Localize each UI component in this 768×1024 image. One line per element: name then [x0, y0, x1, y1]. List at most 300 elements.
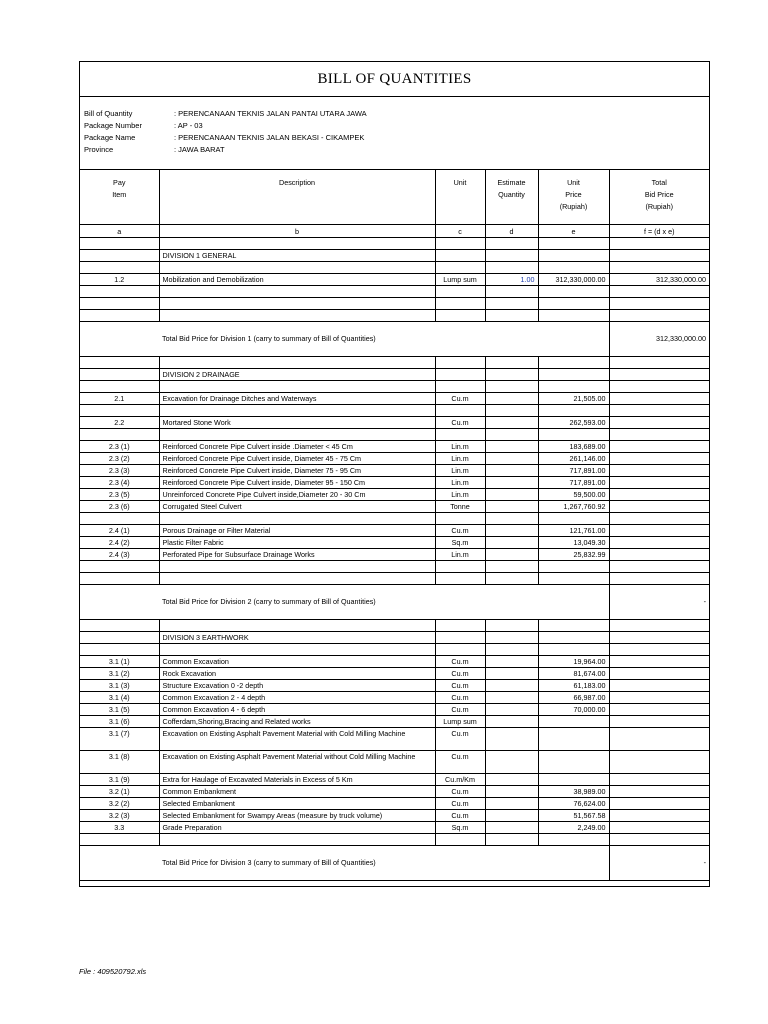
unit-price-cell[interactable] [538, 716, 609, 728]
file-footer: File : 409520792.xls [79, 967, 147, 976]
total-price-cell[interactable] [609, 728, 709, 751]
total-price-cell[interactable] [609, 716, 709, 728]
empty-cell[interactable] [485, 513, 538, 525]
unit-price-cell[interactable]: 312,330,000.00 [538, 274, 609, 286]
unit-price-cell[interactable]: 81,674.00 [538, 668, 609, 680]
empty-cell[interactable] [538, 644, 609, 656]
empty-cell[interactable] [485, 429, 538, 441]
description-cell[interactable]: Excavation on Existing Asphalt Pavement Material without Cold Milling Machine [159, 751, 435, 774]
division-total-row [80, 322, 709, 357]
empty-cell[interactable] [80, 620, 159, 632]
unit-cell[interactable]: Cu.m [435, 692, 485, 704]
blank-row [80, 834, 709, 846]
pay-item-cell[interactable]: 3.1 (6) [80, 716, 159, 728]
quantity-cell[interactable] [485, 453, 538, 465]
quantity-cell[interactable] [485, 549, 538, 561]
unit-price-cell[interactable]: 261,146.00 [538, 453, 609, 465]
empty-cell[interactable] [435, 573, 485, 585]
empty-cell[interactable] [609, 561, 709, 573]
empty-cell[interactable] [435, 262, 485, 274]
unit-price-cell[interactable] [538, 774, 609, 786]
total-price-cell[interactable] [609, 525, 709, 537]
total-price-cell[interactable] [609, 537, 709, 549]
unit-price-cell[interactable]: 183,689.00 [538, 441, 609, 453]
empty-cell[interactable] [159, 620, 435, 632]
pay-item-cell[interactable]: 3.2 (2) [80, 798, 159, 810]
unit-cell[interactable] [435, 369, 485, 381]
pay-item-cell[interactable]: 2.1 [80, 393, 159, 405]
pay-item-cell[interactable]: 2.3 (4) [80, 477, 159, 489]
pay-item-cell[interactable]: 2.3 (5) [80, 489, 159, 501]
empty-cell[interactable] [159, 381, 435, 393]
pay-item-cell[interactable] [80, 369, 159, 381]
blank-row [80, 310, 709, 322]
pay-item-cell[interactable]: 2.4 (2) [80, 537, 159, 549]
description-cell[interactable]: Excavation for Drainage Ditches and Waterways [159, 393, 435, 405]
empty-cell[interactable] [609, 405, 709, 417]
empty-cell[interactable] [609, 620, 709, 632]
table-row [80, 274, 709, 286]
description-cell[interactable]: Corrugated Steel Culvert [159, 501, 435, 513]
empty-cell[interactable] [80, 238, 159, 250]
empty-cell[interactable] [435, 405, 485, 417]
description-cell[interactable]: Reinforced Concrete Pipe Culvert inside, Diameter 75 - 95 Cm [159, 465, 435, 477]
empty-cell[interactable] [80, 298, 159, 310]
total-price-cell[interactable] [609, 250, 709, 262]
info-label: Package Name [84, 133, 136, 142]
unit-cell[interactable]: Lin.m [435, 441, 485, 453]
empty-cell[interactable] [609, 238, 709, 250]
empty-cell[interactable] [159, 310, 435, 322]
empty-cell[interactable] [80, 513, 159, 525]
description-cell[interactable]: Extra for Haulage of Excavated Materials in Excess of 5 Km [159, 774, 435, 786]
empty-cell[interactable] [485, 644, 538, 656]
unit-price-cell[interactable] [538, 751, 609, 774]
description-cell[interactable]: Common Excavation 4 - 6 depth [159, 704, 435, 716]
boq-table [80, 169, 709, 881]
empty-cell[interactable] [159, 834, 435, 846]
total-price-cell[interactable] [609, 704, 709, 716]
pay-item-cell[interactable]: 2.3 (2) [80, 453, 159, 465]
empty-cell[interactable] [435, 357, 485, 369]
unit-price-cell[interactable] [538, 728, 609, 751]
unit-cell[interactable]: Cu.m/Km [435, 774, 485, 786]
table-row [80, 822, 709, 834]
unit-price-cell[interactable]: 717,891.00 [538, 465, 609, 477]
empty-cell[interactable] [80, 310, 159, 322]
quantity-cell[interactable] [485, 250, 538, 262]
unit-cell[interactable]: Lin.m [435, 549, 485, 561]
unit-cell[interactable]: Cu.m [435, 525, 485, 537]
unit-price-cell[interactable]: 59,500.00 [538, 489, 609, 501]
table-row [80, 716, 709, 728]
empty-cell[interactable] [609, 262, 709, 274]
unit-price-cell[interactable]: 2,249.00 [538, 822, 609, 834]
total-price-cell[interactable] [609, 453, 709, 465]
description-cell[interactable]: Common Excavation [159, 656, 435, 668]
empty-cell[interactable] [80, 262, 159, 274]
unit-price-cell[interactable]: 262,593.00 [538, 417, 609, 429]
unit-price-cell[interactable] [538, 250, 609, 262]
unit-cell[interactable]: Cu.m [435, 798, 485, 810]
empty-cell[interactable] [435, 381, 485, 393]
blank-row [80, 286, 709, 298]
empty-cell[interactable] [435, 310, 485, 322]
empty-cell[interactable] [159, 429, 435, 441]
total-price-cell[interactable] [609, 417, 709, 429]
description-cell[interactable]: Selected Embankment [159, 798, 435, 810]
pay-item-cell[interactable]: 3.1 (4) [80, 692, 159, 704]
description-cell[interactable]: DIVISION 2 DRAINAGE [159, 369, 435, 381]
empty-cell[interactable] [80, 644, 159, 656]
empty-cell[interactable] [538, 561, 609, 573]
table-row [80, 680, 709, 692]
empty-cell[interactable] [538, 286, 609, 298]
unit-price-cell[interactable]: 13,049.30 [538, 537, 609, 549]
pay-item-cell[interactable]: 3.1 (9) [80, 774, 159, 786]
description-cell[interactable]: Structure Excavation 0 -2 depth [159, 680, 435, 692]
unit-cell[interactable]: Lump sum [435, 274, 485, 286]
unit-cell[interactable]: Lin.m [435, 477, 485, 489]
info-label: Package Number [84, 121, 142, 130]
total-bid-price[interactable]: 312,330,000.00 [609, 322, 709, 357]
empty-cell[interactable] [485, 405, 538, 417]
quantity-cell[interactable] [485, 798, 538, 810]
empty-cell[interactable] [485, 238, 538, 250]
quantity-cell[interactable] [485, 668, 538, 680]
empty-cell[interactable] [538, 405, 609, 417]
unit-cell[interactable]: Cu.m [435, 656, 485, 668]
empty-cell[interactable] [159, 644, 435, 656]
total-price-cell[interactable] [609, 549, 709, 561]
total-price-cell[interactable] [609, 477, 709, 489]
empty-cell[interactable] [609, 834, 709, 846]
total-price-cell[interactable] [609, 465, 709, 477]
empty-cell[interactable] [485, 310, 538, 322]
quantity-cell[interactable] [485, 537, 538, 549]
empty-cell[interactable] [80, 286, 159, 298]
total-price-cell[interactable] [609, 810, 709, 822]
total-bid-price[interactable]: - [609, 846, 709, 881]
empty-cell[interactable] [538, 310, 609, 322]
unit-price-cell[interactable]: 76,624.00 [538, 798, 609, 810]
pay-item-cell[interactable]: 3.1 (3) [80, 680, 159, 692]
quantity-cell[interactable] [485, 441, 538, 453]
empty-cell[interactable] [159, 573, 435, 585]
pay-item-cell[interactable]: 3.2 (1) [80, 786, 159, 798]
blank-row [80, 405, 709, 417]
unit-price-cell[interactable] [538, 369, 609, 381]
empty-cell[interactable] [159, 286, 435, 298]
quantity-cell[interactable] [485, 786, 538, 798]
empty-cell[interactable] [435, 238, 485, 250]
description-cell[interactable]: Porous Drainage or Filter Material [159, 525, 435, 537]
pay-item-cell[interactable]: 3.1 (7) [80, 728, 159, 751]
pay-item-cell[interactable]: 1.2 [80, 274, 159, 286]
empty-cell[interactable] [435, 834, 485, 846]
description-cell[interactable]: Excavation on Existing Asphalt Pavement Material with Cold Milling Machine [159, 728, 435, 751]
quantity-cell[interactable] [485, 680, 538, 692]
pay-item-cell[interactable]: 3.2 (3) [80, 810, 159, 822]
pay-item-cell[interactable]: 3.1 (1) [80, 656, 159, 668]
table-row [80, 250, 709, 262]
total-price-cell[interactable]: 312,330,000.00 [609, 274, 709, 286]
total-description[interactable]: Total Bid Price for Division 2 (carry to summary of Bill of Quantities) [159, 585, 609, 620]
blank-row [80, 644, 709, 656]
empty-cell[interactable] [159, 298, 435, 310]
empty-cell[interactable] [609, 381, 709, 393]
empty-cell[interactable] [485, 561, 538, 573]
empty-cell[interactable] [538, 834, 609, 846]
blank-row [80, 381, 709, 393]
empty-cell[interactable] [159, 238, 435, 250]
division-total-row [80, 585, 709, 620]
blank-row [80, 429, 709, 441]
empty-cell[interactable] [538, 573, 609, 585]
description-cell[interactable]: Mobilization and Demobilization [159, 274, 435, 286]
quantity-cell[interactable] [485, 822, 538, 834]
empty-cell[interactable] [80, 357, 159, 369]
unit-cell[interactable]: Cu.m [435, 810, 485, 822]
empty-cell[interactable] [485, 573, 538, 585]
empty-cell[interactable] [609, 357, 709, 369]
empty-cell[interactable] [485, 357, 538, 369]
empty-cell[interactable] [435, 561, 485, 573]
empty-cell[interactable] [538, 381, 609, 393]
description-cell[interactable]: Rock Excavation [159, 668, 435, 680]
unit-price-cell[interactable] [538, 632, 609, 644]
empty-cell[interactable] [159, 513, 435, 525]
quantity-cell[interactable] [485, 501, 538, 513]
pay-item-cell[interactable]: 3.3 [80, 822, 159, 834]
quantity-cell[interactable] [485, 656, 538, 668]
pay-item-cell[interactable]: 2.4 (3) [80, 549, 159, 561]
unit-price-cell[interactable]: 1,267,760.92 [538, 501, 609, 513]
quantity-cell[interactable] [485, 393, 538, 405]
unit-cell[interactable]: Tonne [435, 501, 485, 513]
total-price-cell[interactable] [609, 786, 709, 798]
empty-cell[interactable] [485, 286, 538, 298]
division-total-row [80, 846, 709, 881]
quantity-cell[interactable] [485, 477, 538, 489]
unit-cell[interactable]: Lin.m [435, 453, 485, 465]
table-row [80, 453, 709, 465]
description-cell[interactable]: Perforated Pipe for Subsurface Drainage Works [159, 549, 435, 561]
unit-cell[interactable] [435, 632, 485, 644]
unit-price-cell[interactable]: 717,891.00 [538, 477, 609, 489]
unit-price-cell[interactable]: 21,505.00 [538, 393, 609, 405]
table-row [80, 751, 709, 774]
description-cell[interactable]: Reinforced Concrete Pipe Culvert inside, Diameter 45 - 75 Cm [159, 453, 435, 465]
pay-item-cell[interactable]: 3.1 (5) [80, 704, 159, 716]
description-cell[interactable]: Plastic Filter Fabric [159, 537, 435, 549]
total-price-cell[interactable] [609, 489, 709, 501]
quantity-cell[interactable] [485, 692, 538, 704]
total-bid-price[interactable]: - [609, 585, 709, 620]
empty-cell[interactable] [609, 310, 709, 322]
total-price-cell[interactable] [609, 680, 709, 692]
empty-cell[interactable] [80, 846, 159, 881]
total-description[interactable]: Total Bid Price for Division 1 (carry to summary of Bill of Quantities) [159, 322, 609, 357]
pay-item-cell[interactable]: 2.4 (1) [80, 525, 159, 537]
total-price-cell[interactable] [609, 656, 709, 668]
unit-price-cell[interactable]: 70,000.00 [538, 704, 609, 716]
empty-cell[interactable] [80, 585, 159, 620]
empty-cell[interactable] [159, 561, 435, 573]
empty-cell[interactable] [538, 357, 609, 369]
description-cell[interactable]: Cofferdam,Shoring,Bracing and Related works [159, 716, 435, 728]
quantity-cell[interactable] [485, 810, 538, 822]
package-info [80, 96, 709, 170]
unit-price-cell[interactable]: 121,761.00 [538, 525, 609, 537]
empty-cell[interactable] [435, 513, 485, 525]
empty-cell[interactable] [485, 620, 538, 632]
description-cell[interactable]: Common Excavation 2 - 4 depth [159, 692, 435, 704]
pay-item-cell[interactable] [80, 250, 159, 262]
empty-cell[interactable] [538, 238, 609, 250]
table-row [80, 632, 709, 644]
table-row [80, 704, 709, 716]
unit-price-cell[interactable]: 38,989.00 [538, 786, 609, 798]
empty-cell[interactable] [435, 298, 485, 310]
unit-cell[interactable]: Sq.m [435, 537, 485, 549]
empty-cell[interactable] [538, 620, 609, 632]
blank-row [80, 262, 709, 274]
unit-cell[interactable]: Cu.m [435, 668, 485, 680]
empty-cell[interactable] [485, 262, 538, 274]
total-price-cell[interactable] [609, 501, 709, 513]
empty-cell[interactable] [485, 298, 538, 310]
table-row [80, 537, 709, 549]
quantity-cell[interactable] [485, 704, 538, 716]
unit-cell[interactable]: Cu.m [435, 728, 485, 751]
empty-cell[interactable] [80, 561, 159, 573]
pay-item-cell[interactable]: 2.2 [80, 417, 159, 429]
empty-cell[interactable] [435, 620, 485, 632]
unit-price-cell[interactable]: 66,987.00 [538, 692, 609, 704]
description-cell[interactable]: Grade Preparation [159, 822, 435, 834]
empty-cell[interactable] [80, 381, 159, 393]
description-cell[interactable]: DIVISION 3 EARTHWORK [159, 632, 435, 644]
empty-cell[interactable] [538, 513, 609, 525]
description-cell[interactable]: Unreinforced Concrete Pipe Culvert inside,Diameter 20 - 30 Cm [159, 489, 435, 501]
total-price-cell[interactable] [609, 441, 709, 453]
table-row [80, 810, 709, 822]
empty-cell[interactable] [80, 573, 159, 585]
total-price-cell[interactable] [609, 751, 709, 774]
unit-price-cell[interactable]: 61,183.00 [538, 680, 609, 692]
empty-cell[interactable] [609, 573, 709, 585]
total-price-cell[interactable] [609, 393, 709, 405]
unit-price-cell[interactable]: 25,832.99 [538, 549, 609, 561]
description-cell[interactable]: Mortared Stone Work [159, 417, 435, 429]
total-price-cell[interactable] [609, 774, 709, 786]
pay-item-cell[interactable]: 2.3 (1) [80, 441, 159, 453]
unit-cell[interactable]: Lin.m [435, 489, 485, 501]
quantity-cell[interactable] [485, 489, 538, 501]
unit-cell[interactable]: Cu.m [435, 704, 485, 716]
pay-item-cell[interactable] [80, 632, 159, 644]
empty-cell[interactable] [485, 381, 538, 393]
empty-cell[interactable] [538, 262, 609, 274]
empty-cell[interactable] [159, 262, 435, 274]
quantity-cell[interactable] [485, 369, 538, 381]
unit-cell[interactable] [435, 250, 485, 262]
total-price-cell[interactable] [609, 692, 709, 704]
total-price-cell[interactable] [609, 632, 709, 644]
empty-cell[interactable] [485, 834, 538, 846]
empty-cell[interactable] [538, 298, 609, 310]
unit-cell[interactable]: Sq.m [435, 822, 485, 834]
total-price-cell[interactable] [609, 369, 709, 381]
empty-cell[interactable] [538, 429, 609, 441]
empty-cell[interactable] [609, 513, 709, 525]
column-key: a [80, 225, 159, 238]
unit-cell[interactable]: Cu.m [435, 751, 485, 774]
unit-cell[interactable]: Lin.m [435, 465, 485, 477]
empty-cell[interactable] [435, 644, 485, 656]
unit-price-cell[interactable]: 19,964.00 [538, 656, 609, 668]
quantity-cell[interactable] [485, 525, 538, 537]
quantity-cell[interactable] [485, 751, 538, 774]
total-price-cell[interactable] [609, 822, 709, 834]
quantity-cell[interactable] [485, 728, 538, 751]
unit-cell[interactable]: Lump sum [435, 716, 485, 728]
empty-cell[interactable] [159, 357, 435, 369]
empty-cell[interactable] [80, 322, 159, 357]
empty-cell[interactable] [609, 644, 709, 656]
unit-price-cell[interactable]: 51,567.58 [538, 810, 609, 822]
quantity-cell[interactable] [485, 417, 538, 429]
unit-cell[interactable]: Cu.m [435, 393, 485, 405]
description-cell[interactable]: Reinforced Concrete Pipe Culvert inside, Diameter 95 - 150 Cm [159, 477, 435, 489]
empty-cell[interactable] [609, 286, 709, 298]
quantity-cell[interactable] [485, 716, 538, 728]
pay-item-cell[interactable]: 2.3 (3) [80, 465, 159, 477]
quantity-cell[interactable]: 1.00 [485, 274, 538, 286]
empty-cell[interactable] [80, 429, 159, 441]
unit-cell[interactable]: Cu.m [435, 786, 485, 798]
total-price-cell[interactable] [609, 668, 709, 680]
table-row [80, 525, 709, 537]
empty-cell[interactable] [609, 429, 709, 441]
column-key: f = (d x e) [609, 225, 709, 238]
description-cell[interactable]: DIVISION 1 GENERAL [159, 250, 435, 262]
total-price-cell[interactable] [609, 798, 709, 810]
unit-cell[interactable]: Cu.m [435, 680, 485, 692]
empty-cell[interactable] [159, 405, 435, 417]
empty-cell[interactable] [80, 834, 159, 846]
empty-cell[interactable] [609, 298, 709, 310]
blank-row [80, 573, 709, 585]
quantity-cell[interactable] [485, 774, 538, 786]
empty-cell[interactable] [80, 405, 159, 417]
description-cell[interactable]: Common Embankment [159, 786, 435, 798]
description-cell[interactable]: Reinforced Concrete Pipe Culvert inside .Diameter < 45 Cm [159, 441, 435, 453]
pay-item-cell[interactable]: 3.1 (2) [80, 668, 159, 680]
pay-item-cell[interactable]: 3.1 (8) [80, 751, 159, 774]
pay-item-cell[interactable]: 2.3 (6) [80, 501, 159, 513]
quantity-cell[interactable] [485, 632, 538, 644]
empty-cell[interactable] [435, 429, 485, 441]
page-title: BILL OF QUANTITIES [80, 62, 709, 97]
unit-cell[interactable]: Cu.m [435, 417, 485, 429]
description-cell[interactable]: Selected Embankment for Swampy Areas (measure by truck volume) [159, 810, 435, 822]
quantity-cell[interactable] [485, 465, 538, 477]
table-row [80, 668, 709, 680]
empty-cell[interactable] [435, 286, 485, 298]
total-description[interactable]: Total Bid Price for Division 3 (carry to summary of Bill of Quantities) [159, 846, 609, 881]
